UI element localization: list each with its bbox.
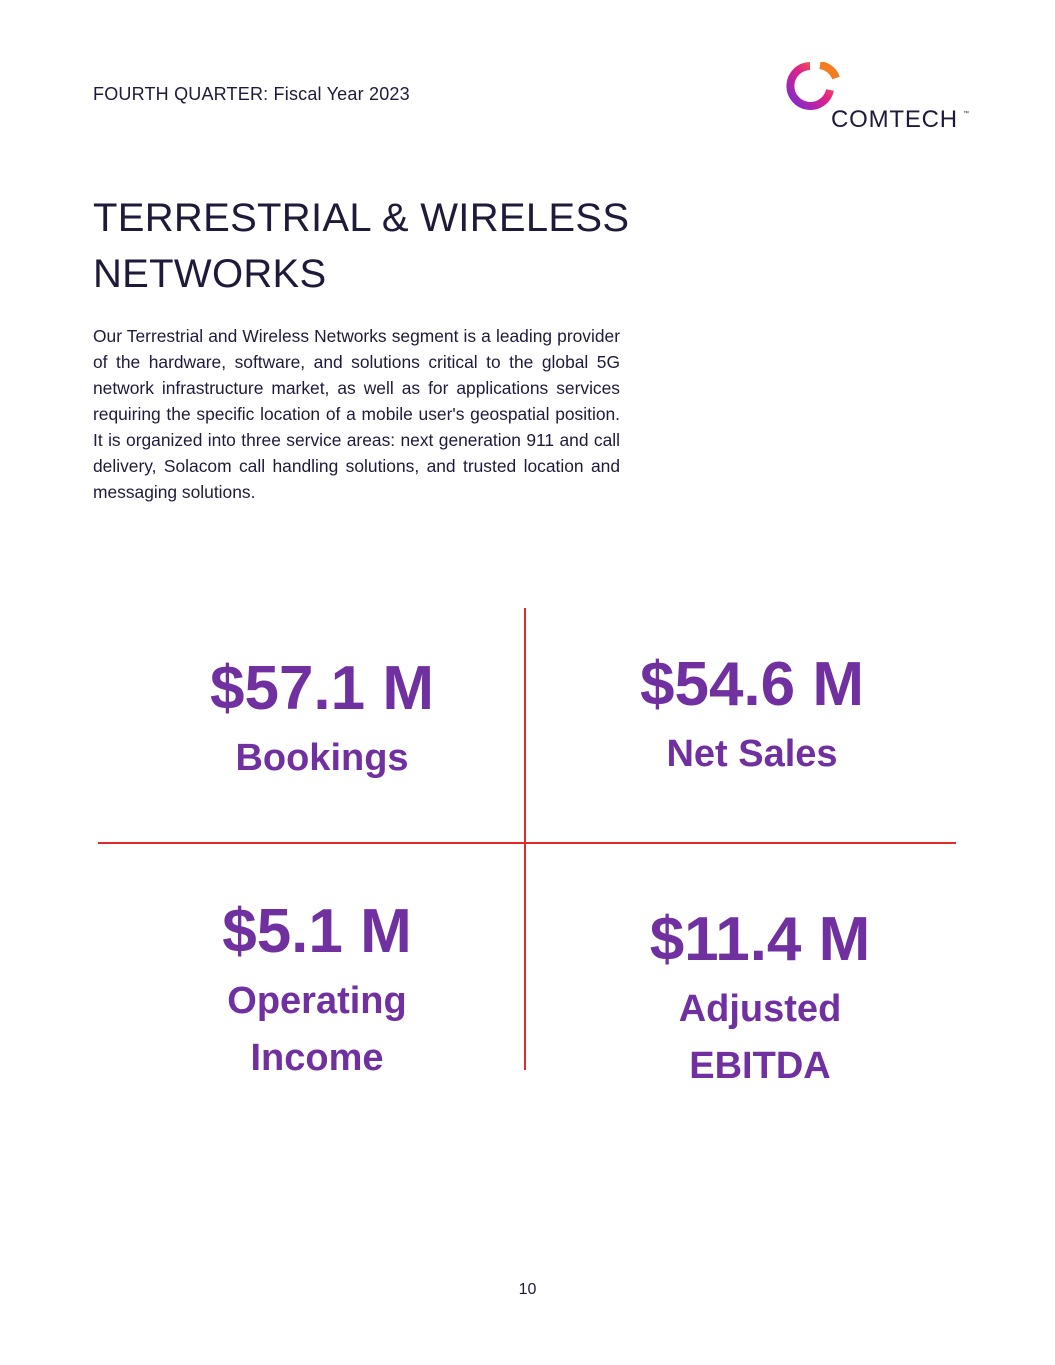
company-logo xyxy=(786,62,976,134)
metric-operating-income xyxy=(147,897,487,1087)
metric-adjusted-ebitda xyxy=(590,905,930,1095)
metric-label: Operating Income xyxy=(227,980,407,1079)
section-description: Our Terrestrial and Wireless Networks segment is a leading provider of the hardware, software, and solutions critical to the global 5G network infrastructure market, as well as for applications services requiring the specific location of a mobile user's geospatial position. It is organized into three service areas: next generation 911 and call delivery, Solacom call handling solutions, and trusted location and messaging solutions. xyxy=(93,326,620,502)
metric-value: $5.1 M xyxy=(222,897,412,966)
logo-trademark: ™ xyxy=(963,111,969,117)
metric-bookings xyxy=(152,654,492,787)
vertical-divider xyxy=(524,608,526,1070)
section-title: TERRESTRIAL & WIRELESS NETWORKS xyxy=(93,196,630,296)
metric-value: $11.4 M xyxy=(649,905,871,974)
metric-net-sales xyxy=(582,650,922,783)
logo-wordmark: COMTECH xyxy=(831,106,958,133)
metric-label: Adjusted EBITDA xyxy=(678,988,842,1087)
metric-label: Net Sales xyxy=(666,733,838,775)
horizontal-divider xyxy=(98,842,956,844)
metric-value: $54.6 M xyxy=(639,650,865,719)
report-period-label: FOURTH QUARTER: Fiscal Year 2023 xyxy=(93,84,410,104)
metric-label: Bookings xyxy=(235,737,409,779)
page-number: 10 xyxy=(518,1281,537,1298)
metric-value: $57.1 M xyxy=(209,654,435,723)
